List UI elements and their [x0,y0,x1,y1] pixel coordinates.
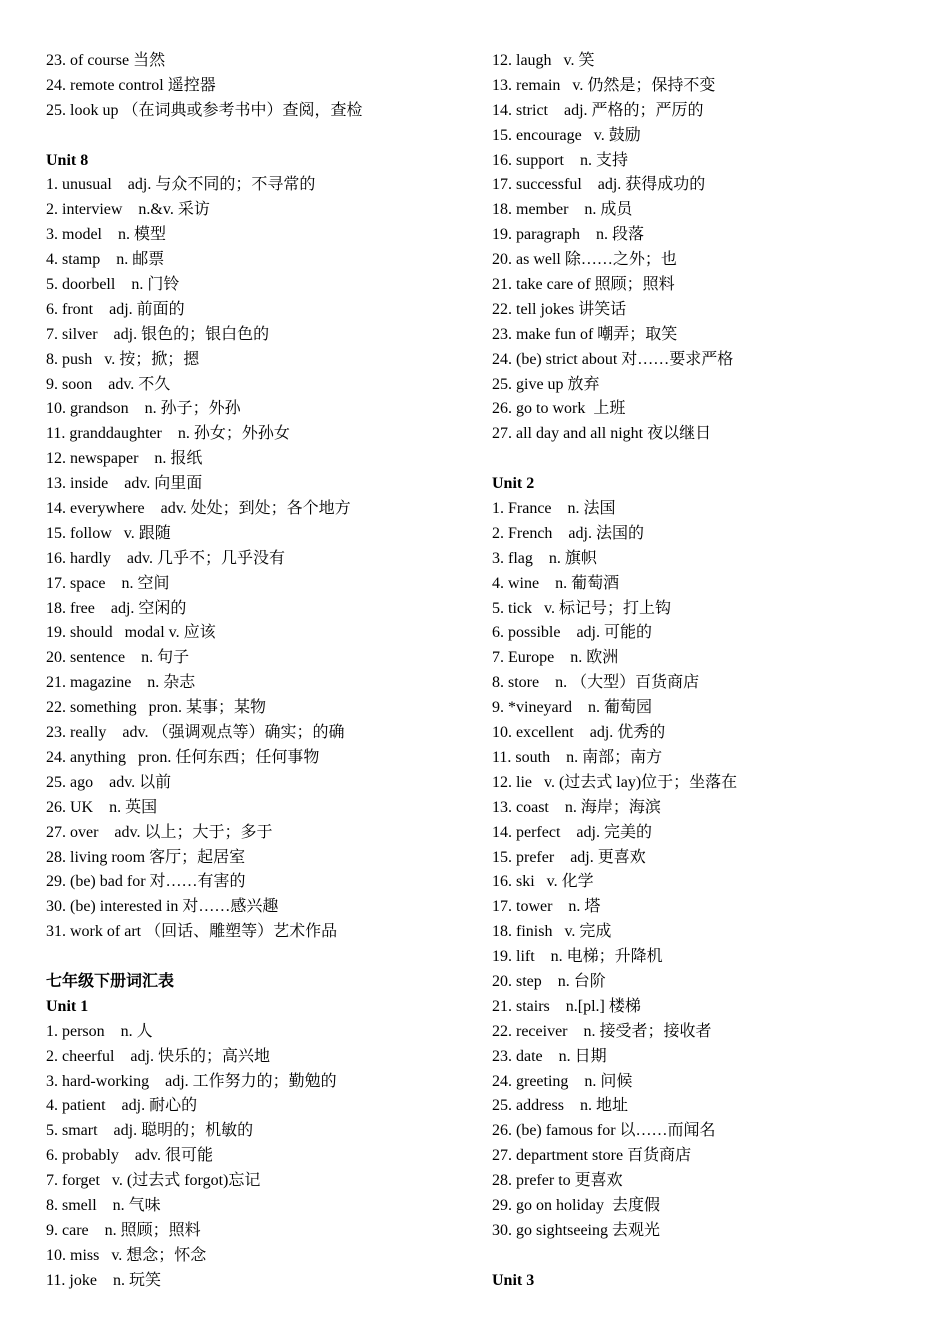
vocab-entry: 17. tower n. 塔 [492,898,601,916]
vocab-entry: 13. coast n. 海岸；海滨 [492,798,661,816]
vocab-entry: 1. person n. 人 [46,1022,153,1040]
vocab-entry: 7. Europe n. 欧洲 [492,649,619,667]
section-heading: Unit 8 [46,151,89,169]
section-heading: Unit 2 [492,475,535,493]
vocab-entry: 15. prefer adj. 更喜欢 [492,848,646,866]
vocab-entry: 30. go sightseeing 去观光 [492,1221,660,1239]
vocab-entry: 22. something pron. 某事；某物 [46,699,266,717]
vocab-entry: 26. (be) famous for 以……而闻名 [492,1122,716,1140]
vocab-entry: 2. interview n.&v. 采访 [46,201,210,219]
vocab-entry: 16. support n. 支持 [492,151,629,169]
vocab-entry: 18. member n. 成员 [492,201,633,219]
blank-line [46,945,466,970]
vocab-entry: 5. smart adj. 聪明的；机敏的 [46,1122,254,1140]
vocab-entry: 1. unusual adj. 与众不同的；不寻常的 [46,176,316,194]
vocab-entry: 24. anything pron. 任何东西；任何事物 [46,748,320,766]
vocab-entry: 19. lift n. 电梯；升降机 [492,948,663,966]
vocab-entry: 20. sentence n. 句子 [46,649,190,667]
vocab-entry: 11. joke n. 玩笑 [46,1271,161,1289]
vocab-entry: 4. patient adj. 耐心的 [46,1097,198,1115]
vocab-entry: 13. remain v. 仍然是；保持不变 [492,76,716,94]
vocab-entry: 9. soon adv. 不久 [46,375,171,393]
vocab-entry: 25. address n. 地址 [492,1097,628,1115]
vocab-entry: 10. excellent adj. 优秀的 [492,724,666,742]
vocab-entry: 27. department store 百货商店 [492,1147,692,1165]
vocab-entry: 22. tell jokes 讲笑话 [492,300,627,318]
vocab-entry: 4. stamp n. 邮票 [46,251,165,269]
vocab-entry: 3. hard-working adj. 工作努力的；勤勉的 [46,1072,337,1090]
vocab-entry: 5. doorbell n. 门铃 [46,276,180,294]
right-column [492,49,932,1294]
vocab-entry: 17. space n. 空间 [46,574,170,592]
vocab-entry: 3. model n. 模型 [46,226,166,244]
left-column [46,49,466,1294]
vocab-entry: 18. finish v. 完成 [492,923,612,941]
vocab-entry: 4. wine n. 葡萄酒 [492,574,620,592]
vocab-entry: 8. push v. 按；掀；摁 [46,350,200,368]
vocab-entry: 31. work of art （回话、雕塑等）艺术作品 [46,923,338,941]
vocab-entry: 12. newspaper n. 报纸 [46,450,203,468]
vocab-entry: 6. front adj. 前面的 [46,300,185,318]
vocab-entry: 16. ski v. 化学 [492,873,594,891]
vocab-entry: 27. over adv. 以上；大于；多于 [46,823,273,841]
vocab-entry: 11. south n. 南部；南方 [492,748,663,766]
vocab-entry: 8. store n. （大型）百货商店 [492,674,700,692]
vocab-entry: 23. make fun of 嘲弄；取笑 [492,325,678,343]
vocab-entry: 21. take care of 照顾；照料 [492,276,675,294]
vocab-entry: 6. probably adv. 很可能 [46,1147,213,1165]
vocab-entry: 24. (be) strict about 对……要求严格 [492,350,734,368]
vocab-entry: 25. ago adv. 以前 [46,773,172,791]
vocab-entry: 3. flag n. 旗帜 [492,549,597,567]
vocab-entry: 9. care n. 照顾；照料 [46,1221,201,1239]
vocab-entry: 2. cheerful adj. 快乐的；高兴地 [46,1047,270,1065]
vocab-entry: 9. *vineyard n. 葡萄园 [492,699,652,717]
vocab-entry: 19. paragraph n. 段落 [492,226,644,244]
vocab-entry: 12. laugh v. 笑 [492,52,595,69]
vocab-entry: 10. grandson n. 孙子；外孙 [46,400,241,418]
blank-line [492,447,932,472]
vocab-entry: 20. step n. 台阶 [492,972,606,990]
vocab-entry: 5. tick v. 标记号；打上钩 [492,599,671,617]
vocab-entry: 25. give up 放弃 [492,375,600,393]
vocab-entry: 6. possible adj. 可能的 [492,624,652,642]
vocab-entry: 18. free adj. 空闲的 [46,599,187,617]
vocab-entry: 29. go on holiday 去度假 [492,1196,660,1214]
vocab-entry: 28. prefer to 更喜欢 [492,1172,623,1190]
vocab-entry: 12. lie v. (过去式 lay)位于；坐落在 [492,773,738,791]
vocab-entry: 15. follow v. 跟随 [46,524,171,542]
blank-line [46,124,466,149]
vocab-entry: 26. go to work 上班 [492,400,626,418]
vocab-entry: 19. should modal v. 应该 [46,624,216,642]
section-heading: Unit 3 [492,1271,535,1289]
section-heading: 七年级下册词汇表 [46,972,175,990]
vocab-entry: 26. UK n. 英国 [46,798,158,816]
vocab-entry: 21. magazine n. 杂志 [46,674,196,692]
vocab-entry: 14. everywhere adv. 处处；到处；各个地方 [46,500,351,518]
vocab-entry: 17. successful adj. 获得成功的 [492,176,706,194]
vocab-entry: 15. encourage v. 鼓励 [492,126,641,144]
vocab-entry: 20. as well 除……之外；也 [492,251,677,269]
section-heading: Unit 1 [46,997,89,1015]
vocab-entry: 23. really adv. （强调观点等）确实；的确 [46,724,345,742]
vocab-entry: 7. silver adj. 银色的；银白色的 [46,325,270,343]
vocab-entry: 14. strict adj. 严格的；严厉的 [492,101,704,119]
vocab-entry: 13. inside adv. 向里面 [46,475,203,493]
vocab-entry: 11. granddaughter n. 孙女；外孙女 [46,425,290,443]
vocab-entry: 22. receiver n. 接受者；接收者 [492,1022,712,1040]
vocab-entry: 29. (be) bad for 对……有害的 [46,873,246,891]
vocab-entry: 25. look up （在词典或参考书中）查阅，查检 [46,101,363,119]
vocab-entry: 10. miss v. 想念；怀念 [46,1246,207,1264]
vocab-entry: 16. hardly adv. 几乎不；几乎没有 [46,549,285,567]
vocab-entry: 21. stairs n.[pl.] 楼梯 [492,997,641,1015]
vocab-entry: 23. date n. 日期 [492,1047,607,1065]
vocab-entry: 24. greeting n. 问候 [492,1072,633,1090]
vocab-entry: 8. smell n. 气味 [46,1196,161,1214]
vocab-entry: 30. (be) interested in 对……感兴趣 [46,898,279,916]
vocab-entry: 24. remote control 遥控器 [46,76,216,94]
vocab-entry: 27. all day and all night 夜以继日 [492,425,712,443]
blank-line [492,1244,932,1269]
vocab-entry: 28. living room 客厅；起居室 [46,848,246,866]
vocab-entry: 23. of course 当然 [46,52,166,69]
vocab-entry: 7. forget v. (过去式 forgot)忘记 [46,1172,261,1190]
vocab-entry: 2. French adj. 法国的 [492,524,644,542]
vocab-entry: 1. France n. 法国 [492,500,616,518]
vocab-entry: 14. perfect adj. 完美的 [492,823,652,841]
